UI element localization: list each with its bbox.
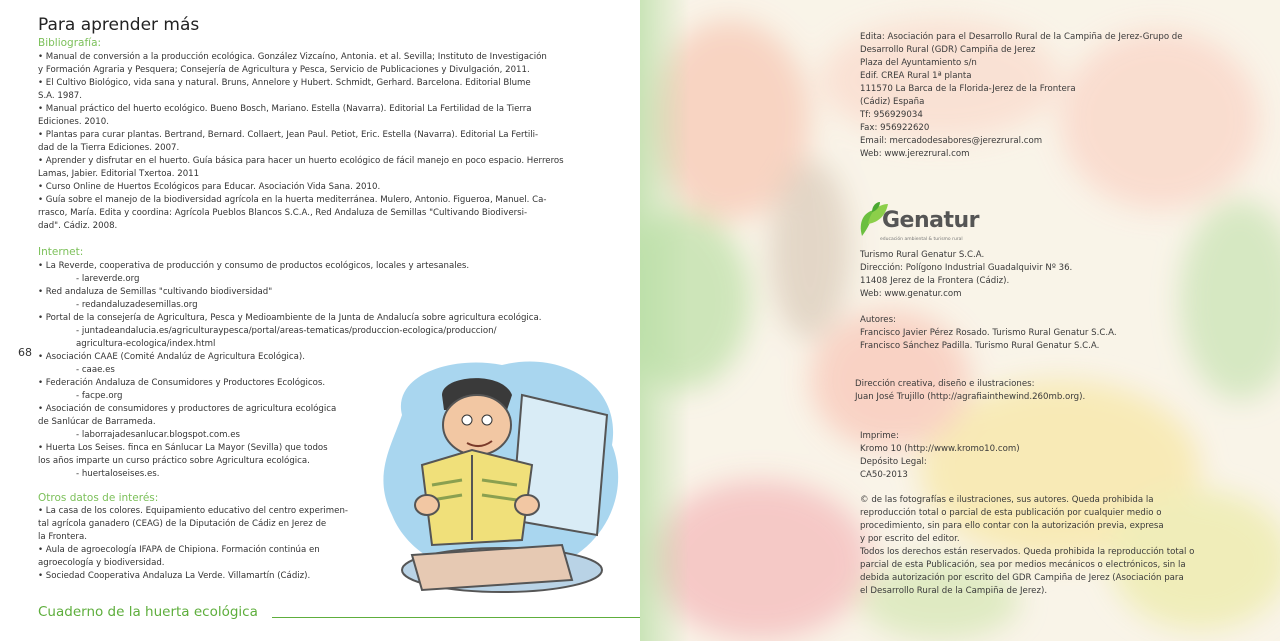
text-line: • Manual práctico del huerto ecológico. Bueno Bosch, Mariano. Estella (Navarra). Editorial La Fertilidad de la Tierra bbox=[38, 104, 532, 114]
text-line: • Sociedad Cooperativa Andaluza La Verde. Villamartín (Cádiz). bbox=[38, 571, 311, 581]
text-line: • La Reverde, cooperativa de producción y consumo de productos ecológicos, locales y artesanales. bbox=[38, 261, 470, 271]
text-line: dad de la Tierra Ediciones. 2007. bbox=[38, 143, 180, 153]
text-line: - lareverde.org bbox=[76, 274, 140, 284]
bibliography-list bbox=[38, 51, 564, 233]
text-line: reproducción total o parcial de esta publicación por cualquier medio o bbox=[860, 508, 1162, 518]
other-heading: Otros datos de interés: bbox=[38, 492, 159, 504]
text-line: S.A. 1987. bbox=[38, 91, 82, 101]
authors-info bbox=[860, 314, 1117, 353]
right-page bbox=[640, 0, 1280, 641]
text-line: Dirección creativa, diseño e ilustraciones: bbox=[855, 379, 1035, 389]
text-line: • Plantas para curar plantas. Bertrand, Bernard. Collaert, Jean Paul. Petiot, Eric. Estella (Navarra). Editorial La Fertili- bbox=[38, 130, 539, 140]
text-line: • Asociación CAAE (Comité Andalúz de Agricultura Ecológica). bbox=[38, 352, 305, 362]
text-line: tal agrícola ganadero (CEAG) de la Diputación de Cádiz en Jerez de bbox=[38, 519, 327, 529]
text-line: 11408 Jerez de la Frontera (Cádiz). bbox=[860, 276, 1010, 286]
text-line: de Sanlúcar de Barrameda. bbox=[38, 417, 156, 427]
text-line: Edif. CREA Rural 1ª planta bbox=[860, 71, 972, 81]
text-line: - huertaloseises.es. bbox=[76, 469, 160, 479]
text-line: Ediciones. 2010. bbox=[38, 117, 109, 127]
text-line: agricultura-ecologica/index.html bbox=[76, 339, 216, 349]
printing-info bbox=[860, 430, 1020, 482]
text-line: CA50-2013 bbox=[860, 470, 908, 480]
text-line: Francisco Sánchez Padilla. Turismo Rural Genatur S.C.A. bbox=[860, 341, 1100, 351]
text-line: • El Cultivo Biológico, vida sana y natural. Bruns, Annelore y Hubert. Schmidt, Gerhard. Barcelona. Editorial Blume bbox=[38, 78, 531, 88]
text-line: • Manual de conversión a la producción ecológica. González Vizcaíno, Antonia. et al. Sevilla; Instituto de Investigación bbox=[38, 52, 547, 62]
text-line: • La casa de los colores. Equipamiento educativo del centro experimen- bbox=[38, 506, 348, 516]
logo-name: Genatur bbox=[882, 208, 980, 233]
text-line: y por escrito del editor. bbox=[860, 534, 960, 544]
text-line: y Formación Agraria y Pesquera; Consejería de Agricultura y Pesca, Servicio de Publicaciones y Divulgación, 2011. bbox=[38, 65, 530, 75]
text-line: la Frontera. bbox=[38, 532, 87, 542]
text-line: - juntadeandalucia.es/agriculturaypesca/portal/areas-tematicas/produccion-ecologica/produccion/ bbox=[76, 326, 497, 336]
text-line: Imprime: bbox=[860, 431, 899, 441]
text-line: • Aula de agroecología IFAPA de Chipiona. Formación continúa en bbox=[38, 545, 320, 555]
text-line: Autores: bbox=[860, 315, 896, 325]
text-line: parcial de esta Publicación, sea por medios mecánicos o electrónicos, sin la bbox=[860, 560, 1186, 570]
text-line: • Asociación de consumidores y productores de agricultura ecológica bbox=[38, 404, 337, 414]
design-credits bbox=[855, 378, 1085, 404]
text-line: dad". Cádiz. 2008. bbox=[38, 221, 118, 231]
text-line: • Federación Andaluza de Consumidores y Productores Ecológicos. bbox=[38, 378, 326, 388]
copyright-notice bbox=[860, 494, 1194, 598]
text-line: Turismo Rural Genatur S.C.A. bbox=[860, 250, 985, 260]
text-line: - redandaluzadesemillas.org bbox=[76, 300, 198, 310]
text-line: Depósito Legal: bbox=[860, 457, 927, 467]
text-line: el Desarrollo Rural de la Campiña de Jerez). bbox=[860, 586, 1048, 596]
text-line: Web: www.genatur.com bbox=[860, 289, 962, 299]
text-line: agroecología y biodiversidad. bbox=[38, 558, 165, 568]
reader-illustration bbox=[372, 355, 634, 605]
text-line: Francisco Javier Pérez Rosado. Turismo Rural Genatur S.C.A. bbox=[860, 328, 1117, 338]
text-line: 111570 La Barca de la Florida-Jerez de la Frontera bbox=[860, 84, 1076, 94]
text-line: • Aprender y disfrutar en el huerto. Guía básica para hacer un huerto ecológico de fácil manejo en poco espacio. Herreros bbox=[38, 156, 564, 166]
book-title-footer: Cuaderno de la huerta ecológica bbox=[38, 604, 258, 620]
text-line: • Guía sobre el manejo de la biodiversidad agrícola en la huerta mediterránea. Mulero, Antonio. Figueroa, Manuel. Ca- bbox=[38, 195, 547, 205]
bibliography-heading: Bibliografía: bbox=[38, 37, 102, 49]
page-number: 68 bbox=[18, 346, 32, 359]
text-line: - facpe.org bbox=[76, 391, 123, 401]
text-line: - laborrajadesanlucar.blogspot.com.es bbox=[76, 430, 240, 440]
text-line: • Red andaluza de Semillas "cultivando biodiversidad" bbox=[38, 287, 273, 297]
text-line: Juan José Trujillo (http://agrafiainthewind.260mb.org). bbox=[855, 392, 1086, 402]
genatur-info bbox=[860, 249, 1072, 301]
text-line: Kromo 10 (http://www.kromo10.com) bbox=[860, 444, 1020, 454]
footer-rule bbox=[272, 617, 640, 618]
text-line: debida autorización por escrito del GDR Campiña de Jerez (Asociación para bbox=[860, 573, 1184, 583]
text-line: • Curso Online de Huertos Ecológicos para Educar. Asociación Vida Sana. 2010. bbox=[38, 182, 381, 192]
text-line: los años imparte un curso práctico sobre Agricultura ecológica. bbox=[38, 456, 310, 466]
text-line: • Huerta Los Seises. finca en Sánlucar La Mayor (Sevilla) que todos bbox=[38, 443, 328, 453]
text-line: (Cádiz) España bbox=[860, 97, 925, 107]
internet-heading: Internet: bbox=[38, 246, 84, 258]
text-line: Plaza del Ayuntamiento s/n bbox=[860, 58, 977, 68]
text-line: procedimiento, sin para ello contar con la autorización previa, expresa bbox=[860, 521, 1164, 531]
text-line: Email: mercadodesabores@jerezrural.com bbox=[860, 136, 1043, 146]
logo-tagline: educación ambiental & turismo rural bbox=[880, 237, 963, 242]
text-line: • Portal de la consejería de Agricultura, Pesca y Medioambiente de la Junta de Andalucía sobre agricultura ecológica. bbox=[38, 313, 542, 323]
text-line: © de las fotografías e ilustraciones, sus autores. Queda prohibida la bbox=[860, 495, 1154, 505]
text-line: Todos los derechos están reservados. Queda prohibida la reproducción total o bbox=[860, 547, 1195, 557]
text-line: Dirección: Polígono Industrial Guadalquivir Nº 36. bbox=[860, 263, 1073, 273]
text-line: Desarrollo Rural (GDR) Campiña de Jerez bbox=[860, 45, 1036, 55]
text-line: Edita: Asociación para el Desarrollo Rural de la Campiña de Jerez-Grupo de bbox=[860, 32, 1183, 42]
page-title: Para aprender más bbox=[38, 15, 200, 35]
other-list bbox=[38, 505, 348, 583]
publisher-info bbox=[860, 31, 1183, 161]
text-line: Web: www.jerezrural.com bbox=[860, 149, 970, 159]
text-line: Lamas, Jabier. Editorial Txertoa. 2011 bbox=[38, 169, 200, 179]
text-line: Fax: 956922620 bbox=[860, 123, 930, 133]
text-line: Tf: 956929034 bbox=[860, 110, 923, 120]
text-line: rrasco, María. Edita y coordina: Agrícola Pueblos Blancos S.C.A., Red Andaluza de Semillas "Cultivando Biodiversi- bbox=[38, 208, 528, 218]
text-line: - caae.es bbox=[76, 365, 115, 375]
genatur-logo bbox=[858, 200, 978, 250]
